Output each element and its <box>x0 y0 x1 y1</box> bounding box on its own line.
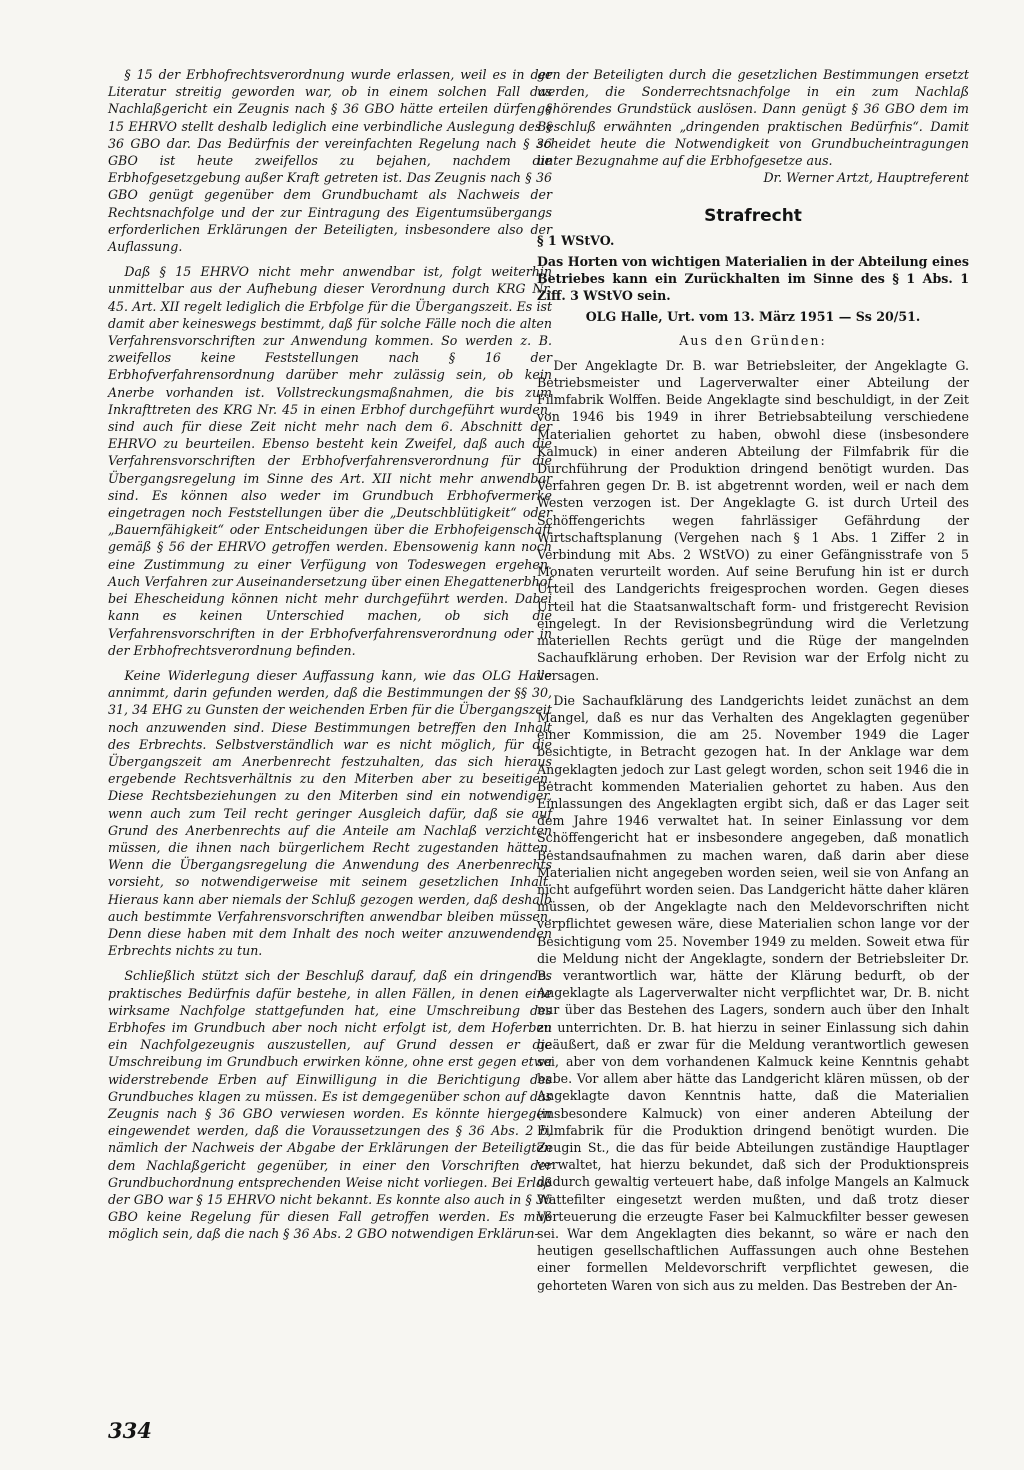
left-paragraph-4: Schließlich stützt sich der Beschluß darauf, daß ein dringendes praktisches Bedürfnis dafür bestehe, in allen Fällen, in denen eine wirksame Nachfolge stattgefunden hat, eine Umschreibung des Erbhofes im Grundbuch aber noch nicht erfolgt ist, dem Hoferben ein Nachfolgezeugnis auszustellen, auf Grund dessen er die Umschreibung im Grundbuch erwirken könne, ohne erst gegen etwa widerstrebende Erben auf Einwilligung in die Berichtigung des Grundbuches klagen zu müssen. Es ist demgegenüber schon auf das Zeugnis nach § 36 GBO verwiesen worden. Es könnte hiergegen eingewendet werden, daß die Voraussetzungen des § 36 Abs. 2 b, nämlich der Nachweis der Abgabe der Erklärungen der Beteiligten dem Nachlaßgericht gegenüber, in einer den Vorschriften der Grundbuchordnung entsprechenden Weise nicht vorliegen. Bei Erlaß der GBO war § 15 EHRVO nicht bekannt. Es konnte also auch in § 36 GBO keine Regelung für diesen Fall getroffen werden. Es muß möglich sein, daß die nach § 36 Abs. 2 GBO notwendigen Erklärun- <box>108 968 552 1242</box>
law-reference: § 1 WStVO. <box>537 232 615 248</box>
left-paragraph-3: Keine Widerlegung dieser Auffassung kann, wie das OLG Halle annimmt, darin gefunden werden, daß die Bestimmungen der §§ 30, 31, 34 EHG zu Gunsten der weichenden Erben für die Übergangszeit noch anzuwenden sind. Diese Bestimmungen betreffen den Inhalt des Erbrechts. Selbstverständlich war es nicht möglich, für die Übergangszeit am Anerbenrecht festzuhalten, das sich hieraus ergebende Rechtsverhältnis zu den Miterben aber zu beseitigen. Diese Rechtsbeziehungen zu den Miterben sind ein notwendiger, wenn auch zum Teil recht geringer Ausgleich dafür, daß sie auf Grund des Anerbenrechts auf die Anteile am Nachlaß verzichten müssen, die ihnen nach bürgerlichem Recht zugestanden hätten. Wenn die Übergangsregelung die Anwendung des Anerbenrechts vorsieht, so notwendigerweise mit seinem gesetzlichen Inhalt. Hieraus kann aber niemals der Schluß gezogen werden, daß deshalb auch bestimmte Verfahrensvorschriften anwendbar bleiben müssen. Denn diese haben mit dem Inhalt des noch weiter anzuwendenden Erbrechts nichts zu tun. <box>108 667 552 959</box>
page-number: 334 <box>108 1418 152 1443</box>
reasons-heading: Aus den Gründen: <box>679 332 827 348</box>
right-column <box>537 66 969 1294</box>
court-citation: OLG Halle, Urt. vom 13. März 1951 — Ss 20/51. <box>585 309 921 325</box>
left-paragraph-1: § 15 der Erbhofrechtsverordnung wurde erlassen, weil es in der Literatur streitig geworden war, ob in einem solchen Fall das Nachlaßgericht ein Zeugnis nach § 36 GBO hätte erteilen dürfen. § 15 EHRVO stellt deshalb lediglich eine verbindliche Auslegung des § 36 GBO dar. Das Bedürfnis der vereinfachten Regelung nach § 36 GBO ist heute zweifellos zu bejahen, nachdem die Erbhofgesetzgebung außer Kraft getreten ist. Das Zeugnis nach § 36 GBO genügt gegenüber dem Grundbuchamt als Nachweis der Rechtsnachfolge und der zur Eintragung des Eigentumsübergangs erforderlichen Erklärungen der Beteiligten, insbesondere also der Auflassung. <box>108 67 552 255</box>
right-paragraph-1: Der Angeklagte Dr. B. war Betriebsleiter, der Angeklagte G. Betriebsmeister und Lagerverwalter einer Abteilung der Filmfabrik Wolffen. Beide Angeklagte sind beschuldigt, in der Zeit von 1946 bis 1949 in ihrer Betriebsabteilung verschiedene Materialien gehortet zu haben, obwohl diese (insbesondere Kalmuck) in einer anderen Abteilung der Filmfabrik für die Durchführung der Produktion dringend benötigt wurden. Das Verfahren gegen Dr. B. ist abgetrennt worden, weil er nach dem Westen verzogen ist. Der Angeklagte G. ist durch Urteil des Schöffengerichts wegen fahrlässiger Gefährdung der Wirtschaftsplanung (Vergehen nach § 1 Abs. 1 Ziffer 2 in Verbindung mit Abs. 2 WStVO) zu einer Gefängnisstrafe von 5 Monaten verurteilt worden. Auf seine Berufung hin ist er durch Urteil des Landgerichts freigesprochen worden. Gegen dieses Urteil hat die Staatsanwaltschaft form- und fristgerecht Revision eingelegt. In der Revisionsbegründung wird die Verletzung materiellen Rechts gerügt und die Rüge der mangelnden Sachaufklärung erhoben. Der Revision war der Erfolg nicht zu versagen. <box>537 357 969 683</box>
ruling-headnote: Das Horten von wichtigen Materialien in der Abteilung eines Betriebes kann ein Zurückhalten im Sinne des § 1 Abs. 1 Ziff. 3 WStVO sein. <box>537 253 969 304</box>
author-signature: Dr. Werner Artzt, Hauptreferent <box>763 170 969 186</box>
left-paragraph-2: Daß § 15 EHRVO nicht mehr anwendbar ist, folgt weiterhin unmittelbar aus der Aufhebung dieser Verordnung durch KRG Nr. 45. Art. XII regelt lediglich die Erbfolge für die Übergangszeit. Es ist damit aber keineswegs bestimmt, daß für solche Fälle noch die alten Verfahrensvorschriften zur Anwendung kommen. So werden z. B. zweifellos keine Feststellungen nach § 16 der Erbhofverfahrensordnung darüber mehr zulässig sein, ob kein Anerbe vorhanden ist. Vollstreckungsmaßnahmen, die bis zum Inkrafttreten des KRG Nr. 45 in einen Erbhof durchgeführt wurden, sind auch für diese Zeit nicht mehr nach dem 6. Abschnitt der EHRVO zu beurteilen. Ebenso besteht kein Zweifel, daß auch die Verfahrensvorschriften der Erbhofverfahrensverordnung für die Übergangsregelung im Sinne des Art. XII nicht mehr anwendbar sind. Es können also weder im Grundbuch Erbhofvermerke eingetragen noch Feststellungen über die „Deutschblütigkeit“ oder „Bauernfähigkeit“ oder Entscheidungen über die Erbhofeigenschaft gemäß § 56 der EHRVO getroffen werden. Ebensowenig kann noch eine Zustimmung zu einer Verfügung von Todeswegen ergehen. Auch Verfahren zur Auseinandersetzung über einen Ehegattenerbhof bei Ehescheidung können nicht mehr durchgeführt werden. Dabei kann es keinen Unterschied machen, ob sich die Verfahrensvorschriften in der Erbhofverfahrensverordnung oder in der Erbhofrechtsverordnung befinden. <box>108 264 552 658</box>
right-continuation-paragraph: gen der Beteiligten durch die gesetzlichen Bestimmungen ersetzt werden, die Sonderrechtsnachfolge in ein zum Nachlaß gehörendes Grundstück auslösen. Dann genügt § 36 GBO dem im Beschluß erwähnten „dringenden praktischen Bedürfnis“. Damit scheidet heute die Notwendigkeit von Grundbucheintragungen unter Bezugnahme auf die Erbhofgesetze aus. <box>537 67 969 169</box>
section-title: Strafrecht <box>704 206 802 227</box>
right-paragraph-2: Die Sachaufklärung des Landgerichts leidet zunächst an dem Mangel, daß es nur das Verhalten des Angeklagten gegenüber einer Kommission, die am 25. November 1949 die Lager besichtigte, in Betracht gezogen hat. In der Anklage war dem Angeklagten jedoch zur Last gelegt worden, schon seit 1946 die in Betracht kommenden Materialien gehortet zu haben. Aus den Einlassungen des Angeklagten ergibt sich, daß er das Lager seit dem Jahre 1946 verwaltet hat. In seiner Einlassung vor dem Schöffengericht hat er insbesondere angegeben, daß monatlich Bestandsaufnahmen zu machen waren, daß darin aber diese Materialien nicht angegeben worden seien, weil sie von Anfang an nicht aufgeführt worden seien. Das Landgericht hätte daher klären müssen, ob der Angeklagte nach den Meldevorschriften nicht verpflichtet gewesen wäre, diese Materialien schon lange vor der Besichtigung vom 25. November 1949 zu melden. Soweit etwa für die Meldung nicht der Angeklagte, sondern der Betriebsleiter Dr. B. verantwortlich war, hätte der Klärung bedurft, ob der Angeklagte als Lagerverwalter nicht verpflichtet war, Dr. B. nicht nur über das Bestehen des Lagers, sondern auch über den Inhalt zu unterrichten. Dr. B. hat hierzu in seiner Einlassung sich dahin geäußert, daß er zwar für die Meldung verantwortlich gewesen sei, aber von dem vorhandenen Kalmuck keine Kenntnis gehabt habe. Vor allem aber hätte das Landgericht klären müssen, ob der Angeklagte davon Kenntnis hatte, daß die Materialien (insbesondere Kalmuck) von einer anderen Abteilung der Filmfabrik für die Produktion dringend benötigt wurden. Die Zeugin St., die das für beide Abteilungen zuständige Hauptlager verwaltet, hat hierzu bekundet, daß sich der Produktionspreis dadurch gewaltig verteuert habe, daß infolge Mangels an Kalmuck Wattefilter eingesetzt werden mußten, und daß trotz dieser Verteuerung die erzeugte Faser bei Kalmuckfilter besser gewesen sei. War dem Angeklagten dies bekannt, so wäre er nach den heutigen gesellschaftlichen Auffassungen auch ohne Bestehen einer formellen Meldevorschrift verpflichtet gewesen, die gehorteten Waren von sich aus zu melden. Das Bestreben der An- <box>537 692 969 1293</box>
left-column <box>108 66 552 1243</box>
